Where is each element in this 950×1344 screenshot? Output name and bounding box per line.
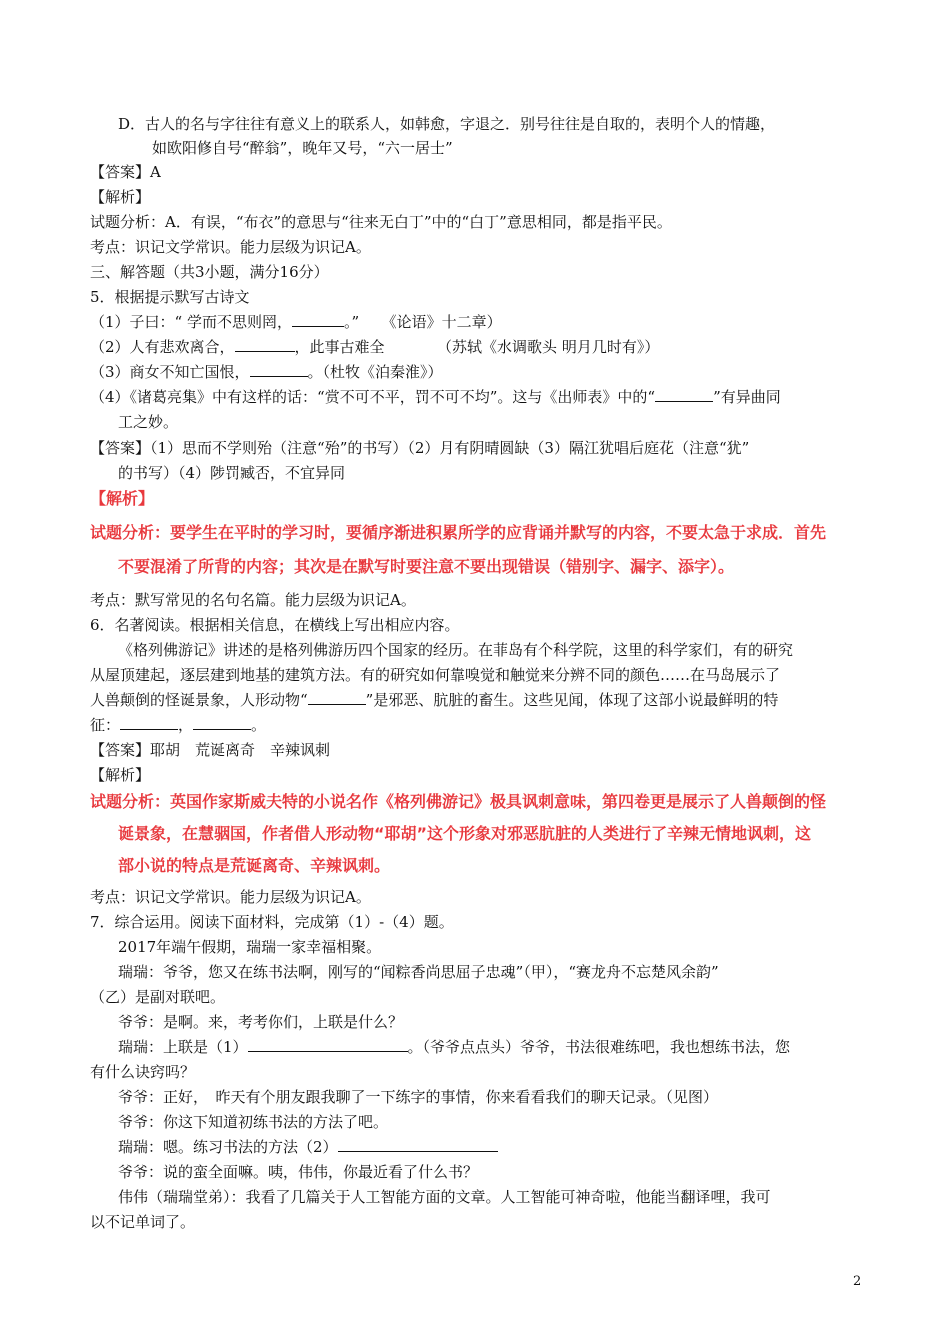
page-number: 2 (853, 1274, 862, 1289)
blank (292, 312, 344, 327)
q7-line2: 瑞瑞：爷爷，您又在练书法啊，刚写的“闻粽香尚思屈子忠魂”（甲），“赛龙舟不忘楚风余韵” (118, 963, 719, 981)
question-5-title: 5．根据提示默写古诗文 (90, 288, 250, 306)
option-d-line1: D．古人的名与字往往有意义上的联系人，如韩愈，字退之．别号往往是自取的，表明个人的情趣， (118, 115, 776, 133)
q7-line9: 瑞瑞：嗯。练习书法的方法（2） (118, 1137, 498, 1157)
q7-line5: 瑞瑞：上联是（1） 。（爷爷点点头）爷爷，书法很难练吧，我也想练书法，您 (118, 1038, 791, 1056)
q7-line11: 伟伟（瑞瑞堂弟）：我看了几篇关于人工智能方面的文章。人工智能可神奇啦，他能当翻译哩，我可 (118, 1188, 771, 1206)
q7-line4: 爷爷：是啊。来，考考你们，上联是什么？ (118, 1013, 404, 1031)
q6-para-line3: 人兽颠倒的怪诞景象，人形动物“ ”是邪恶、肮脏的畜生。这些见闻，体现了这部小说最鲜明的特 (90, 691, 779, 709)
q5-item-1: （1）子曰：“ 学而不思则罔， 。” 《论语》十二章） (90, 313, 502, 331)
q5-analysis-label: 【解析】 (90, 489, 155, 508)
q6-answer: 【答案】耶胡 荒诞离奇 辛辣讽刺 (90, 741, 331, 759)
question-7-title: 7．综合运用。阅读下面材料，完成第（1）-（4）题。 (90, 913, 454, 931)
q6-para-line2: 从屋顶建起，逐层建到地基的建筑方法。有的研究如何靠嗅觉和触觉来分辨不同的颜色……在马岛展示了 (90, 666, 781, 684)
blank (655, 387, 713, 402)
q7-line7: 爷爷：正好， 昨天有个朋友跟我聊了一下练字的事情，你来看看我们的聊天记录。（见图） (118, 1088, 719, 1106)
q5-item-4: （4）《诸葛亮集》中有这样的话：“赏不可不平，罚不可不均”。这与《出师表》中的“ ”有异曲同 (90, 388, 781, 406)
q5-item-3: （3）商女不知亡国恨， 。（杜牧《泊秦淮》） (90, 363, 443, 381)
q5-analysis-line2: 不要混淆了所背的内容；其次是在默写时要注意不要出现错误（错别字、漏字、添字）。 (118, 557, 735, 576)
section-heading: 三、解答题（共3小题，满分16分） (90, 263, 329, 281)
q5-answer-line2: 的书写）（4）陟罚臧否，不宜异同 (118, 464, 346, 482)
blank (338, 1137, 498, 1152)
blank (250, 362, 308, 377)
q7-line6: 有什么诀窍吗？ (90, 1063, 196, 1081)
q7-line3: （乙）是副对联吧。 (90, 988, 226, 1006)
blank (235, 337, 295, 352)
q6-analysis-label: 【解析】 (90, 766, 151, 784)
q5-kaodian: 考点：默写常见的名句名篇。能力层级为识记A。 (90, 591, 416, 609)
option-d-line2: 如欧阳修自号“醉翁”，晚年又号，“六一居士” (152, 139, 453, 157)
q5-item-4-cont: 工之妙。 (118, 413, 179, 431)
q5-item-2: （2）人有悲欢离合， ，此事古难全 （苏轼《水调歌头 明月几时有》） (90, 338, 660, 356)
analysis-label: 【解析】 (90, 188, 151, 206)
q6-analysis-line1: 试题分析：英国作家斯威夫特的小说名作《格列佛游记》极具讽刺意味，第四卷更是展示了人兽颠倒的怪 (90, 792, 827, 811)
q5-analysis-line1: 试题分析：要学生在平时的学习时，要循序渐进积累所学的应背诵并默写的内容，不要太急于求成．首先 (90, 523, 827, 542)
q7-line10: 爷爷：说的蛮全面嘛。咦，伟伟，你最近看了什么书？ (118, 1163, 479, 1181)
blank (308, 690, 366, 705)
q7-line12: 以不记单词了。 (90, 1213, 196, 1231)
q6-para-line4: 征： ， 。 (90, 716, 267, 734)
analysis-text: 试题分析：A．有误，“布衣”的意思与“往来无白丁”中的“白丁”意思相同，都是指平民。 (90, 213, 672, 231)
q5-answer-line1: 【答案】（1）思而不学则殆（注意“殆”的书写）（2）月有阴晴圆缺（3）隔江犹唱后庭花（注意“犹” (90, 439, 750, 457)
q6-analysis-line2: 诞景象，在慧骃国，作者借人形动物“耶胡”这个形象对邪恶肮脏的人类进行了辛辣无情地讽刺，这 (118, 824, 812, 843)
answer-label: 【答案】A (90, 163, 161, 181)
q6-para-line1: 《格列佛游记》讲述的是格列佛游历四个国家的经历。在菲岛有个科学院，这里的科学家们，有的研究 (118, 641, 794, 659)
q7-line1: 2017年端午假期，瑞瑞一家幸福相聚。 (118, 938, 382, 956)
q7-line8: 爷爷：你这下知道初练书法的方法了吧。 (118, 1113, 389, 1131)
kaodian: 考点：识记文学常识。能力层级为识记A。 (90, 238, 371, 256)
question-6-title: 6．名著阅读。根据相关信息，在横线上写出相应内容。 (90, 616, 460, 634)
q6-kaodian: 考点：识记文学常识。能力层级为识记A。 (90, 888, 371, 906)
q6-analysis-line3: 部小说的特点是荒诞离奇、辛辣讽刺。 (118, 856, 391, 875)
blank (120, 715, 178, 730)
blank (193, 715, 251, 730)
blank (248, 1037, 408, 1052)
